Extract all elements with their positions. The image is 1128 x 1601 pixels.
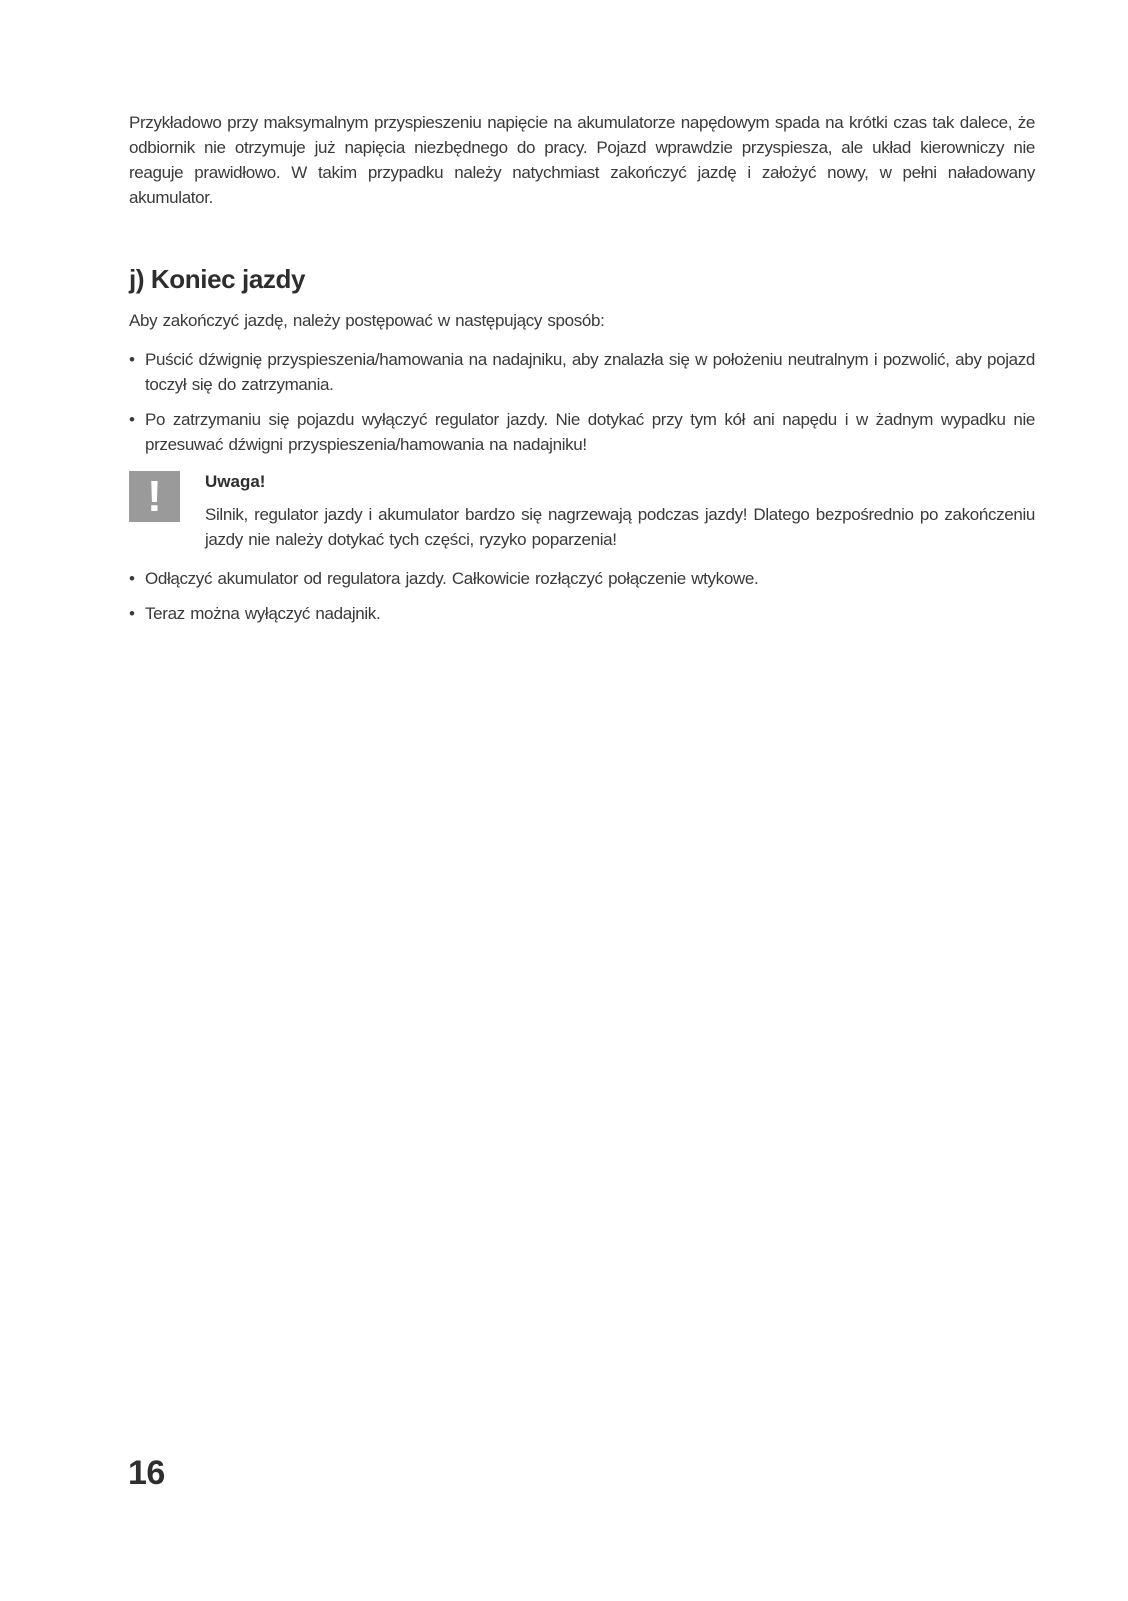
bullet-icon: • [129,410,135,429]
list-item [129,566,1035,591]
exclamation-icon: ! [129,471,180,522]
steps-list-continued [129,566,1035,626]
list-item-text: Po zatrzymaniu się pojazdu wyłączyć regulator jazdy. Nie dotykać przy tym kół ani napędu i w żadnym wypadku nie przesuwać dźwigni przyspieszenia/hamowania na nadajniku! [145,410,1035,454]
bullet-icon: • [129,569,135,588]
section-intro: Aby zakończyć jazdę, należy postępować w następujący sposób: [129,311,605,330]
section-heading: j) Koniec jazdy [129,264,306,294]
bullet-icon: • [129,350,135,369]
warning-box [129,469,1035,552]
list-item-text: Puścić dźwignię przyspieszenia/hamowania na nadajniku, aby znalazła się w położeniu neutralnym i pozwolić, aby pojazd toczył się do zatrzymania. [145,350,1035,394]
list-item-text: Teraz można wyłączyć nadajnik. [145,604,381,623]
page-number: 16 [128,1454,165,1492]
steps-list [129,347,1035,457]
list-item [129,407,1035,457]
page-content [129,110,1035,636]
warning-text: Silnik, regulator jazdy i akumulator bardzo się nagrzewają podczas jazdy! Dlatego bezpośrednio po zakończeniu jazdy nie należy dotykać tych części, ryzyko poparzenia! [205,505,1035,549]
list-item [129,347,1035,397]
list-item-text: Odłączyć akumulator od regulatora jazdy. Całkowicie rozłączyć połączenie wtykowe. [145,569,759,588]
intro-paragraph: Przykładowo przy maksymalnym przyspieszeniu napięcie na akumulatorze napędowym spada na krótki czas tak dalece, że odbiornik nie otrzymuje już napięcia niezbędnego do pracy. Pojazd wprawdzie przyspiesza, ale układ kierowniczy nie reaguje prawidłowo. W takim przypadku należy natychmiast zakończyć jazdę i założyć nowy, w pełni naładowany akumulator. [129,113,1035,207]
list-item [129,601,1035,626]
warning-title: Uwaga! [205,472,266,491]
bullet-icon: • [129,604,135,623]
